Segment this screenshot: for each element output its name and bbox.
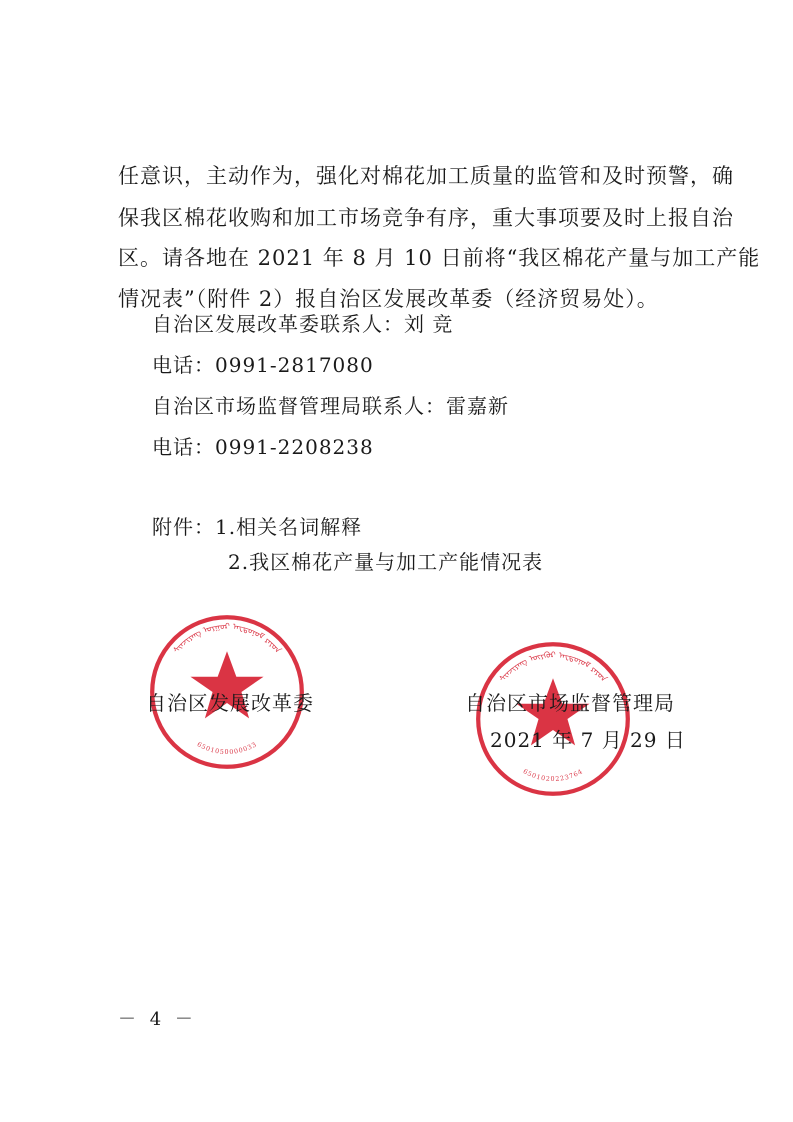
document-date: 2021 年 7 月 29 日: [490, 728, 686, 752]
svg-text:6501050000033: 6501050000033: [195, 740, 259, 757]
amr-seal: [468, 634, 638, 804]
amr-contact: 自治区市场监督管理局联系人：雷嘉新: [152, 394, 509, 418]
body-line-1: 任意识，主动作为，强化对棉花加工质量的监管和及时预警，确: [118, 164, 734, 188]
body-line-3: 区。请各地在 2021 年 8 月 10 日前将“我区棉花产量与加工产能: [118, 246, 761, 270]
left-org-signature: 自治区发展改革委: [146, 691, 314, 715]
body-line-4: 情况表”（附件 2）报自治区发展改革委（经济贸易处）。: [118, 287, 659, 311]
svg-text:ᠱᠢᠨᠵᠢᠶᠠᠩ ᠤᠶᠭᠤᠷ ᠠᠸᠲᠣᠨᠣᠮ ᠷᠠᠶᠤᠨ: ᠱᠢᠨᠵᠢᠶᠠᠩ ᠤᠶᠭᠤᠷ ᠠᠸᠲᠣᠨᠣᠮ ᠷᠠᠶᠤᠨ: [171, 621, 283, 656]
attachment-item-1: 附件：1.相关名词解释: [152, 515, 363, 539]
svg-text:ᠱᠢᠨᠵᠢᠶᠠᠩ ᠦᠶᠭᠦᠷ ᠠᠸᠲᠣᠨᠣᠮ ᠷᠠᠶᠤᠨ: ᠱᠢᠨᠵᠢᠶᠠᠩ ᠦᠶᠭᠦᠷ ᠠᠸᠲᠣᠨᠣᠮ ᠷᠠᠶᠤᠨ: [497, 650, 609, 685]
page-number: － 4 －: [118, 1009, 197, 1030]
attachment-item-2: 2.我区棉花产量与加工产能情况表: [228, 550, 544, 574]
amr-phone: 电话：0991-2208238: [152, 435, 374, 459]
svg-text:6501020223764: 6501020223764: [521, 767, 585, 784]
body-line-2: 保我区棉花收购和加工市场竞争有序，重大事项要及时上报自治: [118, 206, 734, 230]
right-org-signature: 自治区市场监督管理局: [465, 691, 675, 715]
ndrc-contact: 自治区发展改革委联系人：刘 竞: [152, 312, 454, 336]
ndrc-phone: 电话：0991-2817080: [152, 353, 374, 377]
